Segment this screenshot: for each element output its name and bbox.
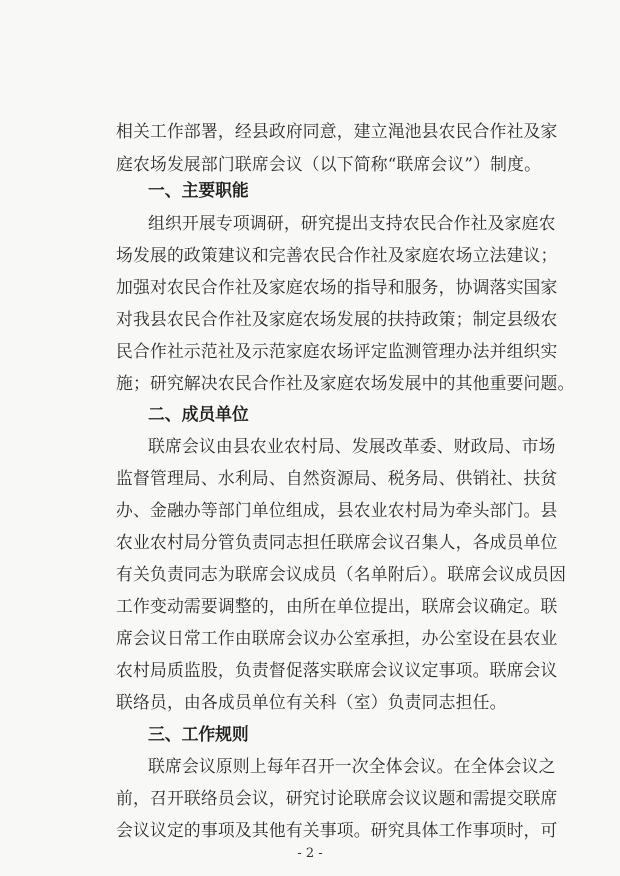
- section-3-line-1: 联席会议原则上每年召开一次全体会议。在全体会议之: [148, 756, 556, 776]
- intro-line-1: 相关工作部署，经县政府同意，建立渑池县农民合作社及家: [116, 121, 558, 141]
- section-3-line-2: 前，召开联络员会议，研究讨论联席会议议题和需提交联席: [116, 788, 558, 808]
- section-2-line-4: 农业农村局分管负责同志担任联席会议召集人，各成员单位: [116, 532, 558, 552]
- section-1-line-1: 组织开展专项调研，研究提出支持农民合作社及家庭农: [148, 213, 556, 233]
- section-1-line-3: 加强对农民合作社及家庭农场的指导和服务，协调落实国家: [116, 277, 558, 297]
- section-2-line-5: 有关负责同志为联席会议成员（名单附后）。联席会议成员因: [116, 564, 567, 584]
- section-2-line-9: 联络员，由各成员单位有关科（室）负责同志担任。: [116, 692, 507, 712]
- section-2-line-6: 工作变动需要调整的，由所在单位提出，联席会议确定。联: [116, 596, 558, 616]
- section-1-line-2: 场发展的政策建议和完善农民合作社及家庭农场立法建议；: [116, 245, 558, 265]
- section-2-line-7: 席会议日常工作由联席会议办公室承担，办公室设在县农业: [116, 628, 558, 648]
- section-3-heading: 三、工作规则: [148, 724, 249, 744]
- section-2-line-2: 监督管理局、水利局、自然资源局、税务局、供销社、扶贫: [116, 468, 558, 488]
- intro-line-2: 庭农场发展部门联席会议（以下简称“联席会议”）制度。: [116, 154, 542, 174]
- section-1-line-5: 民合作社示范社及示范家庭农场评定监测管理办法并组织实: [116, 341, 558, 361]
- section-1-heading: 一、主要职能: [148, 180, 249, 200]
- section-1-line-4: 对我县农民合作社及家庭农场发展的扶持政策；制定县级农: [116, 309, 558, 329]
- section-3-line-3: 会议议定的事项及其他有关事项。研究具体工作事项时，可: [116, 820, 558, 840]
- section-2-line-8: 农村局质监股，负责督促落实联席会议议定事项。联席会议: [116, 660, 558, 680]
- section-2-heading: 二、成员单位: [148, 404, 249, 424]
- page-number: - 2 -: [297, 846, 323, 861]
- section-2-line-1: 联席会议由县农业农村局、发展改革委、财政局、市场: [148, 436, 556, 456]
- section-1-line-6: 施；研究解决农民合作社及家庭农场发展中的其他重要问题。: [116, 373, 575, 393]
- section-2-line-3: 办、金融办等部门单位组成，县农业农村局为牵头部门。县: [116, 500, 558, 520]
